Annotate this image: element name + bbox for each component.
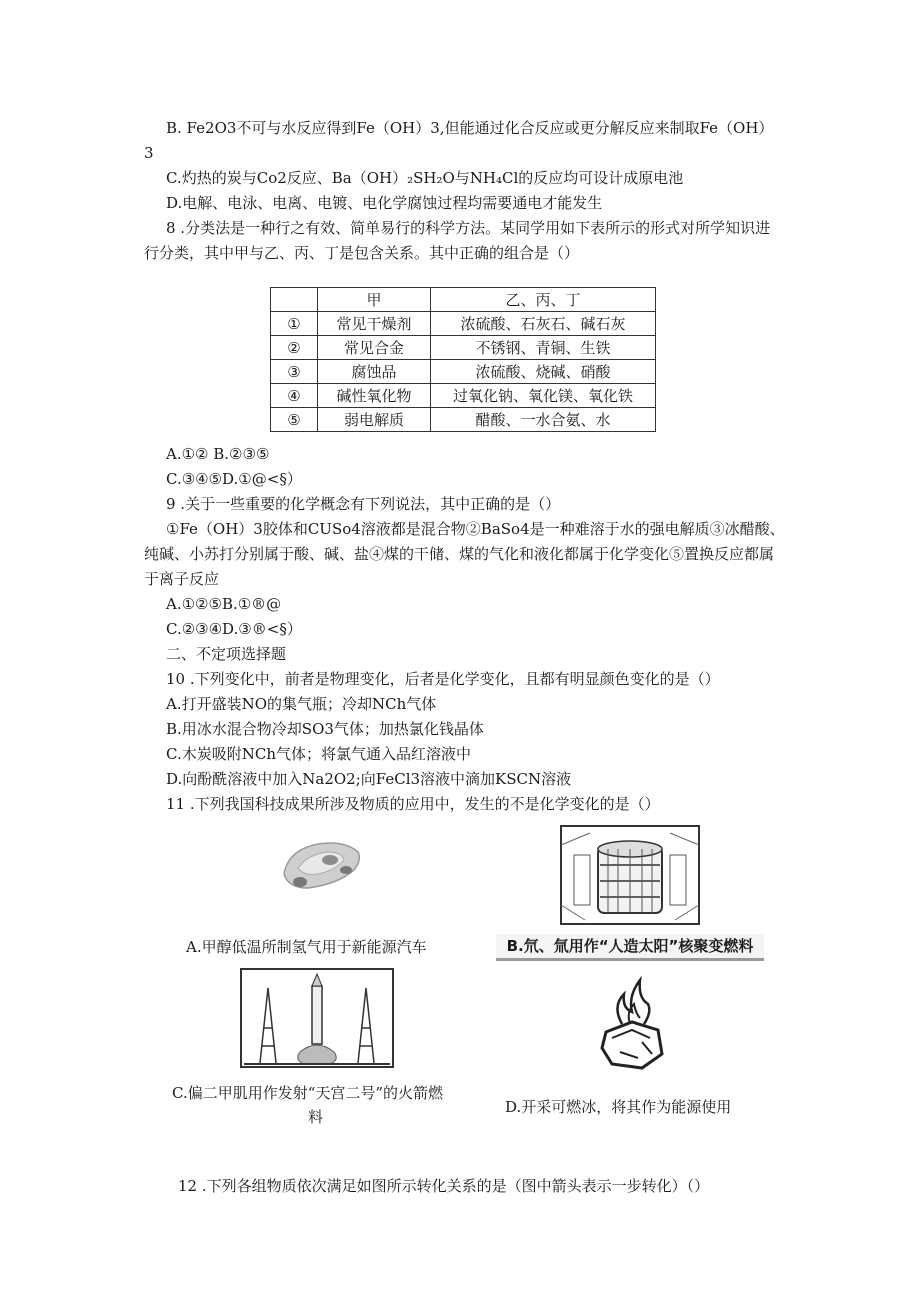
car-illustration (278, 830, 364, 896)
text-line: C.木炭吸附NCh气体；将氯气通入品红溶液中 (166, 745, 471, 763)
text-line: 11 .下列我国科技成果所涉及物质的应用中，发生的不是化学变化的是（） (166, 795, 660, 813)
table-cell: ③ (271, 360, 318, 384)
classification-table (270, 287, 656, 432)
table-header-row (271, 288, 656, 312)
table-cell: 常见合金 (318, 336, 431, 360)
text-line: 于离子反应 (144, 570, 220, 588)
table-cell: 醋酸、一水合氨、水 (431, 408, 656, 432)
table-cell: 碱性氧化物 (318, 384, 431, 408)
table-cell: 不锈钢、青铜、生铁 (431, 336, 656, 360)
table-header-cell: 甲 (318, 288, 431, 312)
table-row (271, 336, 656, 360)
figure-b-caption: B.氘、氚用作“人造太阳”核聚变燃料 (496, 934, 764, 961)
text-line: A.①②⑤B.①®@ (166, 595, 282, 613)
text-line: B.用冰水混合物冷却SO3气体；加热氯化钱晶体 (166, 720, 484, 738)
table-row (271, 312, 656, 336)
text-line: A.打开盛装NO的集气瓶；冷却NCh气体 (166, 695, 437, 713)
table-cell: 腐蚀品 (318, 360, 431, 384)
text-line: C.②③④D.③®<§） (166, 620, 302, 638)
text-line: D.向酚酰溶液中加入Na2O2;向FeCl3溶液中滴加KSCN溶液 (166, 770, 572, 788)
figure-c-caption-line2: 料 (308, 1108, 324, 1126)
table-cell: ① (271, 312, 318, 336)
text-line: 12 .下列各组物质依次满足如图所示转化关系的是（图中箭头表示一步转化）（） (178, 1177, 710, 1195)
figure-a-caption: A.甲醇低温所制氢气用于新能源汽车 (186, 938, 427, 956)
fusion-reactor-illustration (560, 825, 700, 925)
table-header-cell: 乙、丙、丁 (431, 288, 656, 312)
text-line: 二、不定项选择题 (166, 645, 287, 663)
table-cell: 浓硫酸、石灰石、碱石灰 (431, 312, 656, 336)
text-line: 10 .下列变化中，前者是物理变化，后者是化学变化，且都有明显颜色变化的是（） (166, 670, 720, 688)
text-line: D.电解、电泳、电离、电镀、电化学腐蚀过程均需要通电才能发生 (166, 194, 603, 212)
table-cell: ④ (271, 384, 318, 408)
text-line: 行分类，其中甲与乙、丙、丁是包含关系。其中正确的组合是（） (144, 244, 580, 262)
table-cell: 过氧化钠、氧化镁、氧化铁 (431, 384, 656, 408)
table-cell: 浓硫酸、烧碱、硝酸 (431, 360, 656, 384)
text-line: C.灼热的炭与Co2反应、Ba（OH）₂SH₂O与NH₄Cl的反应均可设计成原电池 (166, 169, 684, 187)
table-header-cell (271, 288, 318, 312)
table-row (271, 408, 656, 432)
table-row (271, 384, 656, 408)
text-line: 纯碱、小苏打分别属于酸、碱、盐④煤的干储、煤的气化和液化都属于化学变化⑤置换反应都属 (144, 545, 775, 563)
text-line: 9 .关于一些重要的化学概念有下列说法，其中正确的是（） (166, 495, 561, 513)
table-row (271, 360, 656, 384)
figure-c-caption-line1: C.偏二甲肌用作发射“天宫二号”的火箭燃 (172, 1084, 444, 1102)
text-line: B. Fe2O3不可与水反应得到Fe（OH）3,但能通过化合反应或更分解反应来制取Fe（OH） (166, 119, 774, 137)
text-line: C.③④⑤D.①@<§） (166, 470, 302, 488)
text-line: ①Fe（OH）3胶体和CUSo4溶液都是混合物②BaSo4是一种难溶于水的强电解质③冰醋酸、 (166, 520, 785, 538)
table-cell: ⑤ (271, 408, 318, 432)
text-line: 3 (144, 144, 154, 162)
figure-d-caption: D.开采可燃冰，将其作为能源使用 (505, 1098, 732, 1116)
text-line: 8 .分类法是一种行之有效、简单易行的科学方法。某同学用如下表所示的形式对所学知识进 (166, 219, 771, 237)
table-cell: 弱电解质 (318, 408, 431, 432)
burning-ice-illustration (592, 972, 672, 1072)
table-cell: ② (271, 336, 318, 360)
text-line: A.①② B.②③⑤ (166, 445, 270, 463)
table-cell: 常见干燥剂 (318, 312, 431, 336)
rocket-launch-illustration (240, 968, 394, 1068)
